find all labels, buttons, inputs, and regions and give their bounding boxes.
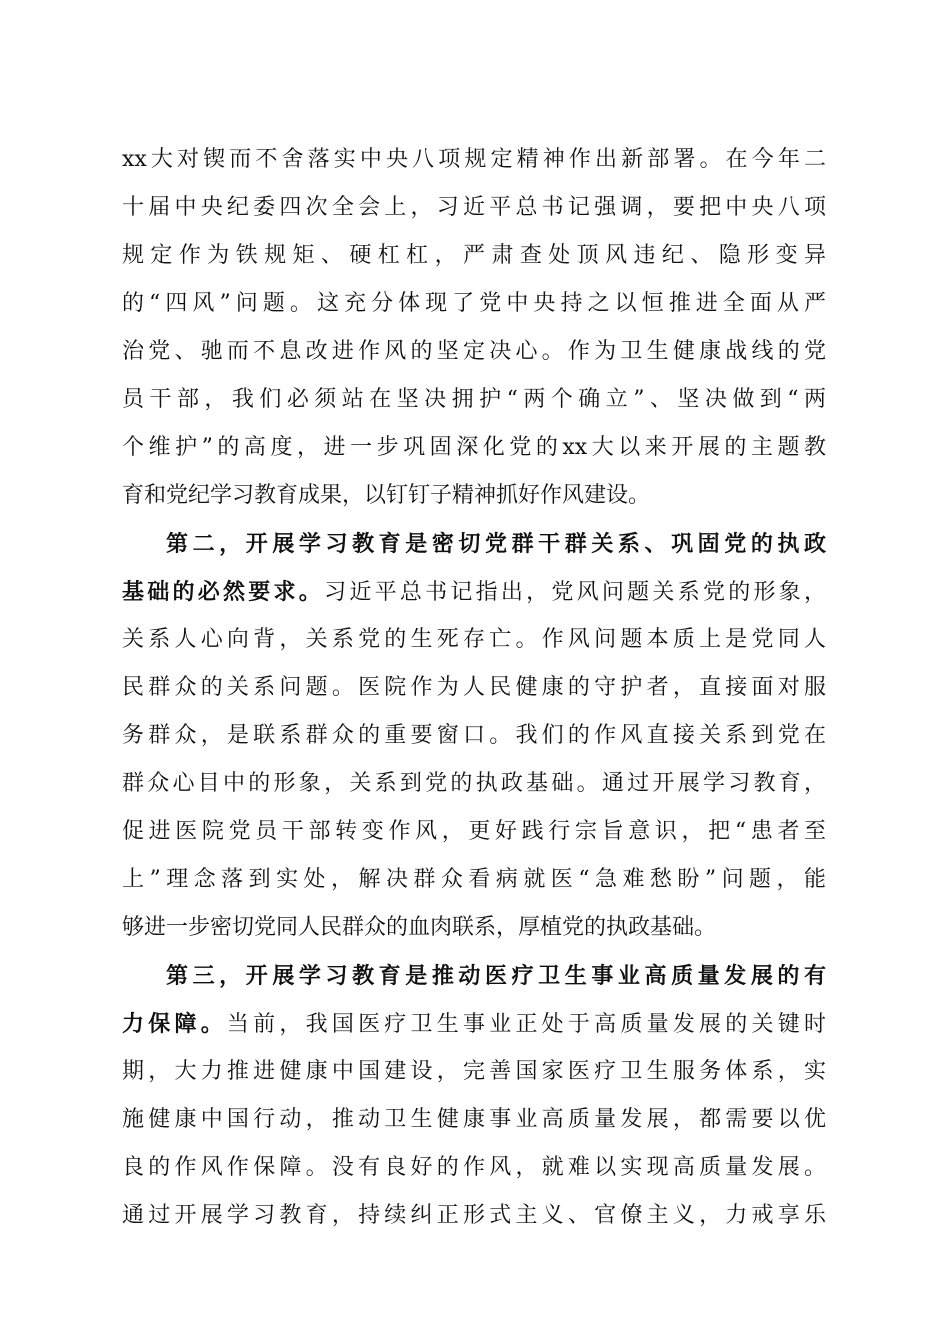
text-line [122, 814, 826, 862]
text-line [122, 286, 826, 334]
body-text: 习近平总书记指出，党风问题关系党的形象， [324, 580, 826, 605]
body-text: 的“四风”问题。这充分体现了党中央持之以恒推进全面从严 [122, 291, 826, 316]
body-text: 员干部，我们必须站在坚决拥护“两个确立”、坚决做到“两 [122, 387, 826, 412]
text-line [122, 334, 826, 382]
body-text: 促进医院党员干部转变作风，更好践行宗旨意识，把“患者至 [122, 819, 826, 844]
body-text: 通过开展学习教育，持续纠正形式主义、官僚主义，力戒享乐 [122, 1203, 826, 1228]
text-line [122, 1006, 826, 1054]
bold-heading-text: 力保障。 [122, 1011, 227, 1037]
bold-heading-text: 第三，开展学习教育是推动医疗卫生事业高质量发展的有 [166, 963, 826, 989]
text-line [122, 574, 826, 622]
body-text: xx大对锲而不舍落实中央八项规定精神作出新部署。在今年二 [122, 147, 826, 172]
text-line [122, 430, 826, 478]
text-line [122, 1150, 826, 1198]
text-line [122, 622, 826, 670]
bold-heading-text: 基础的必然要求。 [122, 579, 325, 605]
text-line [122, 1102, 826, 1150]
body-text: 够进一步密切党同人民群众的血肉联系，厚植党的执政基础。 [122, 915, 717, 940]
text-line [122, 718, 826, 766]
body-text: 当前，我国医疗卫生事业正处于高质量发展的关键时 [226, 1012, 826, 1037]
text-line [122, 526, 826, 574]
text-line [122, 766, 826, 814]
body-text: 育和党纪学习教育成果，以钉钉子精神抓好作风建设。 [122, 483, 651, 508]
body-text: 良的作风作保障。没有良好的作风，就难以实现高质量发展。 [122, 1155, 826, 1180]
body-text: 治党、驰而不息改进作风的坚定决心。作为卫生健康战线的党 [122, 339, 826, 364]
document-body [122, 142, 826, 1246]
text-line [122, 1198, 826, 1246]
body-text: 群众心目中的形象，关系到党的执政基础。通过开展学习教育， [122, 771, 826, 796]
body-text: 十届中央纪委四次全会上，习近平总书记强调，要把中央八项 [122, 195, 826, 220]
body-text: 务群众，是联系群众的重要窗口。我们的作风直接关系到党在 [122, 723, 826, 748]
text-line [122, 478, 826, 526]
text-line [122, 382, 826, 430]
body-text: 关系人心向背，关系党的生死存亡。作风问题本质上是党同人 [122, 627, 826, 652]
body-text: 个维护”的高度，进一步巩固深化党的xx大以来开展的主题教 [122, 435, 826, 460]
text-line [122, 670, 826, 718]
body-text: 期，大力推进健康中国建设，完善国家医疗卫生服务体系，实 [122, 1059, 826, 1084]
body-text: 上”理念落到实处，解决群众看病就医“急难愁盼”问题，能 [122, 867, 826, 892]
body-text: 规定作为铁规矩、硬杠杠，严肃查处顶风违纪、隐形变异 [122, 243, 826, 268]
text-line [122, 910, 826, 958]
body-text: 民群众的关系问题。医院作为人民健康的守护者，直接面对服 [122, 675, 826, 700]
text-line [122, 190, 826, 238]
text-line [122, 238, 826, 286]
text-line [122, 862, 826, 910]
text-line [122, 958, 826, 1006]
bold-heading-text: 第二，开展学习教育是密切党群干群关系、巩固党的执政 [166, 531, 826, 557]
text-line [122, 1054, 826, 1102]
body-text: 施健康中国行动，推动卫生健康事业高质量发展，都需要以优 [122, 1107, 826, 1132]
text-line [122, 142, 826, 190]
